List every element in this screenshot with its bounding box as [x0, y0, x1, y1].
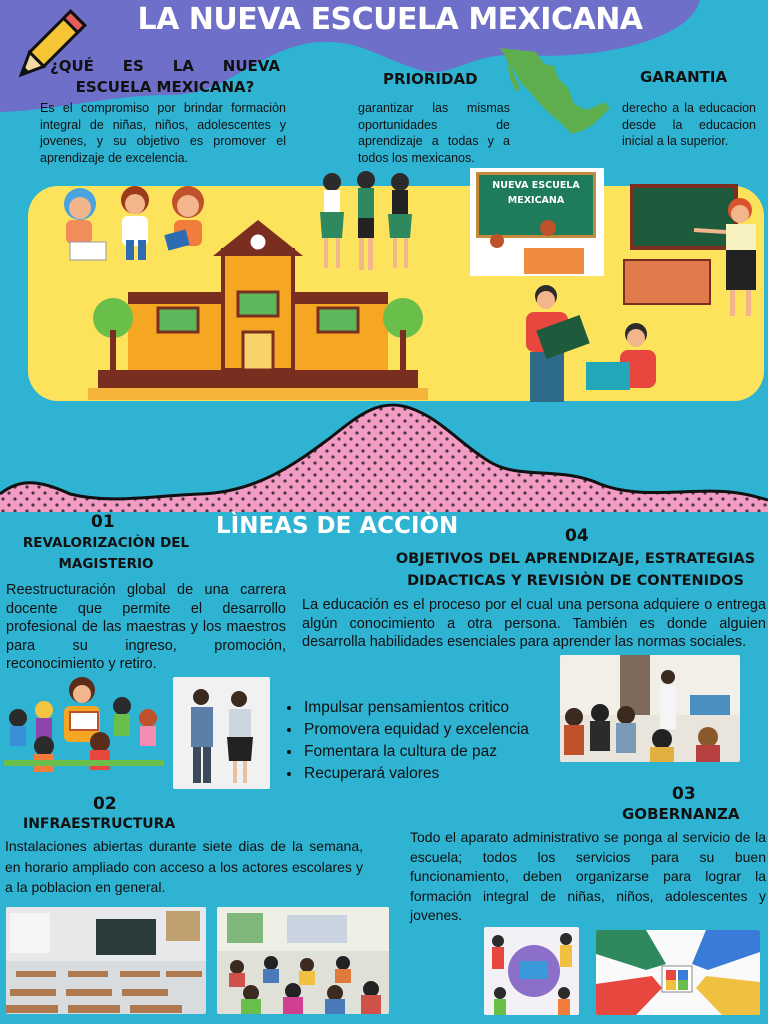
line-03-number: 03 — [672, 784, 696, 804]
garantia-heading: GARANTIA — [640, 68, 728, 86]
line-02-number: 02 — [93, 794, 117, 814]
line-01-text: Reestructuración global de una carrera docente que permite el desarrollo profesional de las maestras y los maestros para su ingreso, promoción, reconocimiento y retiro. — [6, 582, 286, 672]
line-01-heading: REVALORIZACIÒN DEL MAGISTERIO — [22, 535, 190, 572]
teacher-laptop-illustration — [494, 282, 674, 402]
classroom-board-illustration — [470, 168, 604, 276]
line-03-heading: GOBERNANZA — [622, 805, 740, 823]
que-es-heading: ¿QUÉ ES LA NUEVA ESCUELA MEXICANA? — [50, 57, 280, 96]
students-classroom-photo — [217, 907, 389, 1014]
line-04-heading: OBJETIVOS DEL APRENDIZAJE, ESTRATEGIAS DIDACTICAS Y REVISIÒN DE CONTENIDOS — [395, 551, 756, 589]
board-sign-text: NUEVA ESCUELA MEXICANA — [492, 180, 580, 206]
bullet-item: • Fomentara la cultura de paz — [302, 741, 582, 763]
bullet-item: • Recuperará valores — [302, 763, 582, 785]
mexico-map-icon — [496, 44, 614, 140]
school-building-illustration — [88, 220, 428, 400]
prioridad-text: garantizar las mismas oportunidades de aprendizaje a todas y a todos los mexicanos. — [358, 101, 510, 165]
page-title: LA NUEVA ESCUELA MEXICANA — [137, 2, 643, 37]
line-02-text: Instalaciones abiertas durante siete dias de la semana, en horario ampliado con acceso a los actores escolares y a la poblacion en general. — [5, 838, 363, 895]
bullet-item: • Impulsar pensamientos critico — [302, 697, 582, 719]
line-02-heading: INFRAESTRUCTURA — [23, 816, 176, 832]
pink-wave-decoration — [0, 400, 768, 512]
empty-classroom-photo — [6, 907, 206, 1014]
classroom-discussion-photo — [560, 655, 740, 762]
line-03-text: Todo el aparato administrativo se ponga al servicio de la escuela; todos los servicios para su buen funcionamiento, deben organizarse para lograr la formación integral de niñas, niños, adolescentes y jovenes. — [410, 829, 766, 923]
teachers-photo — [173, 677, 270, 789]
line-04-number: 04 — [565, 526, 589, 546]
prioridad-heading: PRIORIDAD — [383, 70, 478, 88]
line-01-number: 01 — [91, 512, 115, 532]
bullet-item: • Promovera equidad y excelencia — [302, 719, 582, 741]
bullet-list — [284, 697, 582, 785]
que-es-text: Es el compromiso por brindar formaciòn integral de niñas, niños, adolescentes y jovenes, y su objetivo es promover el aprendizaje de excelencia. — [40, 101, 286, 165]
garantia-text: derecho a la educacion desde la educacion inicial a la superior. — [622, 101, 756, 148]
teamwork-hands-photo — [596, 930, 760, 1015]
lineas-heading: LÌNEAS DE ACCIÒN — [216, 513, 459, 539]
teacher-reading-kids-illustration — [0, 676, 168, 780]
collaboration-illustration — [484, 927, 579, 1015]
line-04-text: La educación es el proceso por el cual una persona adquiere o entrega algún conocimiento a otra persona. También es donde alguien desarrolla habilidades esenciales para aprender las normas sociales. — [302, 597, 766, 650]
